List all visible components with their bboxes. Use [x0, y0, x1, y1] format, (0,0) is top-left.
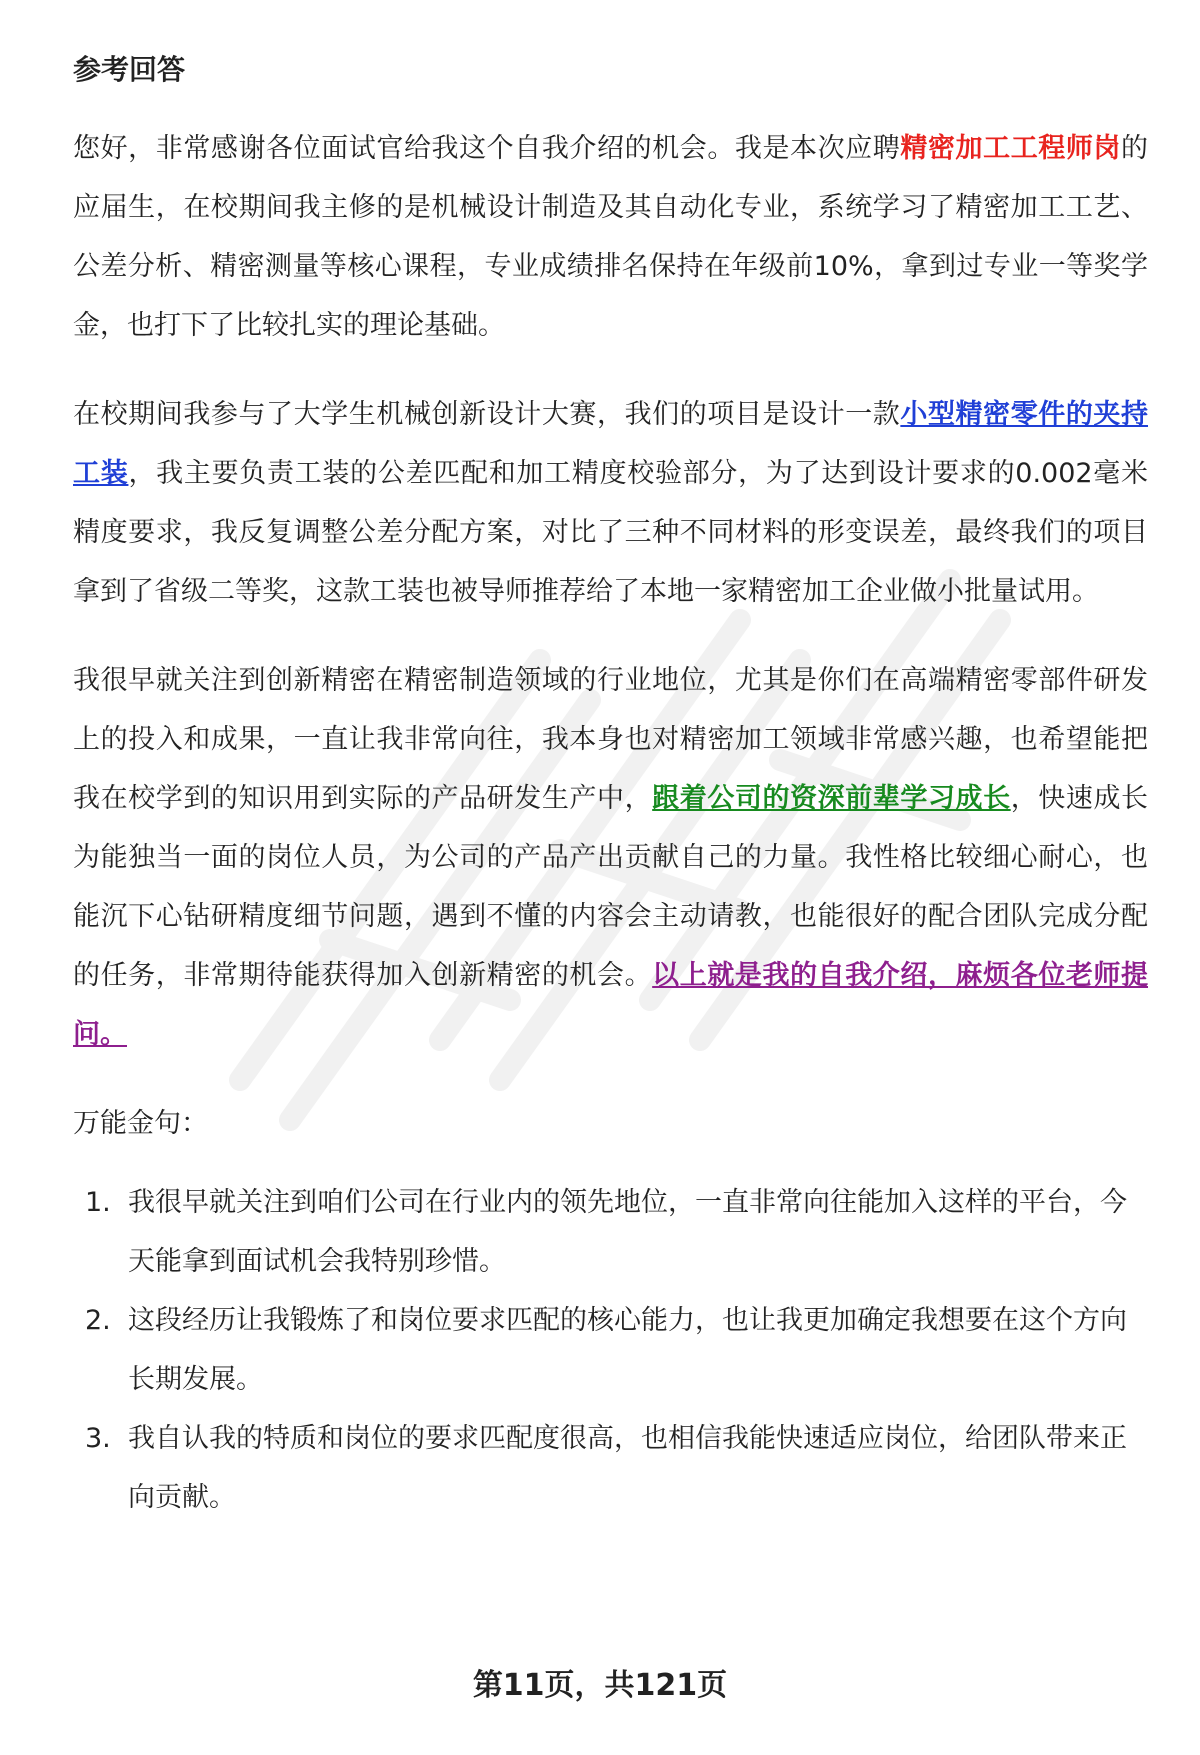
highlight-position: 精密加工工程师岗	[900, 133, 1122, 165]
list-item	[73, 1409, 1148, 1527]
paragraph-motivation	[73, 651, 1148, 1064]
project-text-b: ，我主要负责工装的公差匹配和加工精度校验部分，为了达到设计要求的0.002毫米精度要求，我反复调整公差分配方案，对比了三种不同材料的形变误差，最终我们的项目拿到了省级二等奖，这款工装也被导师推荐给了本地一家精密加工企业做小批量试用。	[73, 458, 1149, 608]
golden-sentences-list	[73, 1173, 1148, 1527]
list-item	[73, 1173, 1148, 1291]
golden-sentences-title: 万能金句：	[73, 1108, 208, 1140]
list-number: 3.	[85, 1423, 111, 1455]
list-item	[73, 1291, 1148, 1409]
intro-text-b: 的应届生，在校期间我主修的是机械设计制造及其自动化专业，系统学习了精密加工工艺、公差分析、精密测量等核心课程，专业成绩排名保持在年级前10%，拿到过专业一等奖学金，也打下了比较扎实的理论基础。	[73, 133, 1149, 342]
list-number: 2.	[85, 1305, 111, 1337]
document-page	[73, 50, 1148, 1527]
project-text-a: 在校期间我参与了大学生机械创新设计大赛，我们的项目是设计一款	[73, 399, 901, 431]
paragraph-project	[73, 385, 1148, 621]
highlight-growth: 跟着公司的资深前辈学习成长	[652, 783, 1011, 815]
list-text: 这段经历让我锻炼了和岗位要求匹配的核心能力，也让我更加确定我想要在这个方向长期发展。	[128, 1305, 1127, 1396]
intro-text-a: 您好，非常感谢各位面试官给我这个自我介绍的机会。我是本次应聘	[73, 133, 901, 165]
list-text: 我自认我的特质和岗位的要求匹配度很高，也相信我能快速适应岗位，给团队带来正向贡献。	[128, 1423, 1127, 1514]
highlight-project: 小型精密零件的夹持工装	[73, 399, 1149, 490]
page-number-footer: 第11页，共121页	[472, 1668, 728, 1703]
paragraph-intro	[73, 119, 1148, 355]
motivation-text-b: ，快速成长为能独当一面的岗位人员，为公司的产品产出贡献自己的力量。我性格比较细心耐心，也能沉下心钻研精度细节问题，遇到不懂的内容会主动请教，也能很好的配合团队完成分配的任务，非常期待能获得加入创新精密的机会。	[73, 783, 1149, 992]
list-number: 1.	[85, 1187, 111, 1219]
motivation-text-a: 我很早就关注到创新精密在精密制造领域的行业地位，尤其是你们在高端精密零部件研发上的投入和成果，一直让我非常向往，我本身也对精密加工领域非常感兴趣，也希望能把我在校学到的知识用到实际的产品研发生产中，	[73, 665, 1148, 815]
highlight-closing: 以上就是我的自我介绍，麻烦各位老师提问。	[73, 960, 1149, 1051]
section-heading: 参考回答	[73, 53, 186, 86]
list-text: 我很早就关注到咱们公司在行业内的领先地位，一直非常向往能加入这样的平台，今天能拿到面试机会我特别珍惜。	[128, 1187, 1127, 1278]
